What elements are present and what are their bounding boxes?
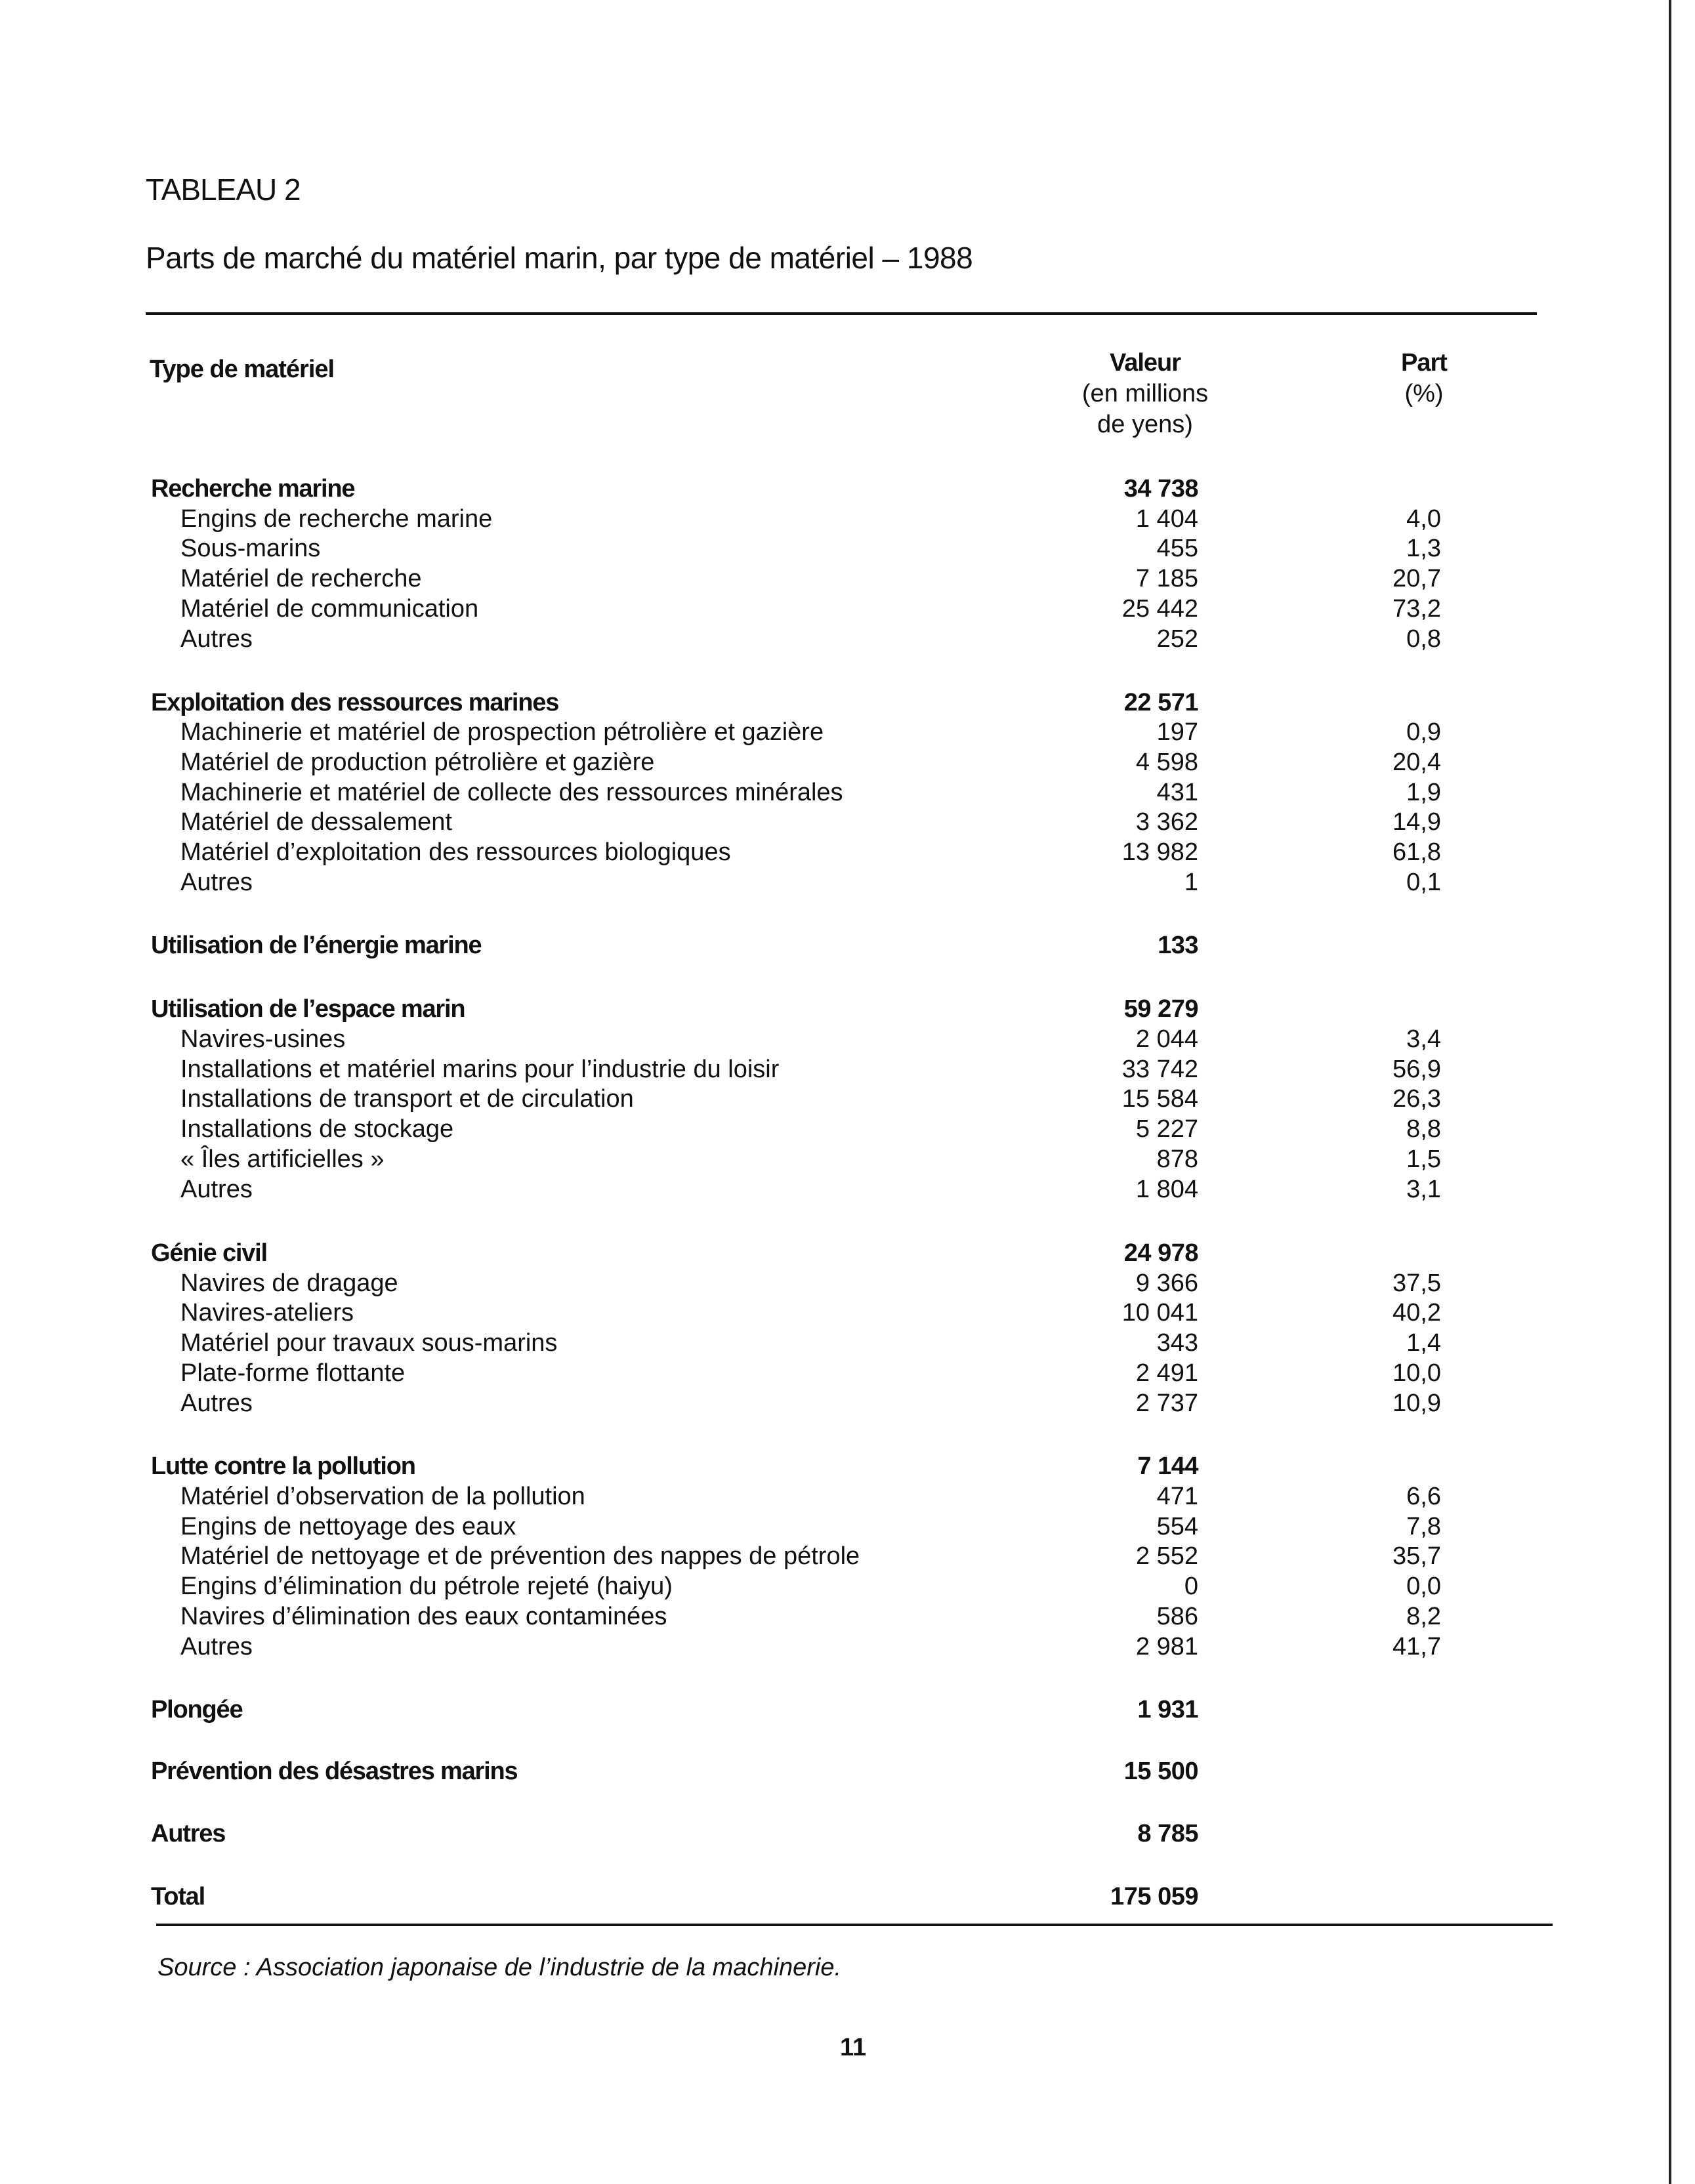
row-label: Matériel pour travaux sous-marins [180,1329,558,1357]
row-label: Matériel de communication [180,595,479,623]
table-category-row [0,994,1695,1025]
row-value: 5 227 [1135,1115,1198,1143]
row-label: Machinerie et matériel de prospection pétrolière et gazière [180,718,824,746]
table-label: TABLEAU 2 [146,173,301,207]
row-label: Exploitation des ressources marines [151,689,559,716]
row-label: Utilisation de l’espace marin [151,995,465,1023]
row-share: 26,3 [1392,1085,1441,1113]
row-share: 8,8 [1406,1115,1441,1143]
row-value: 343 [1156,1329,1198,1357]
table-row [0,1481,1695,1512]
row-label: « Îles artificielles » [180,1145,385,1173]
row-share: 41,7 [1392,1633,1441,1660]
table-row [0,867,1695,898]
row-label: Autres [180,1633,253,1660]
row-label: Sous-marins [180,535,321,562]
row-value: 2 981 [1135,1633,1198,1660]
row-share: 3,4 [1406,1025,1441,1053]
table-row [0,1632,1695,1662]
row-value: 455 [1156,535,1198,562]
row-share: 10,9 [1392,1390,1441,1417]
column-header-share-line: Part [1401,349,1447,377]
table-row [0,504,1695,535]
row-label: Prévention des désastres marins [151,1758,518,1785]
table-row [0,1024,1695,1055]
row-label: Navires d’élimination des eaux contaminées [180,1603,667,1630]
row-value: 2 491 [1135,1359,1198,1387]
row-value: 15 584 [1121,1085,1198,1113]
row-label: Engins de recherche marine [180,505,493,533]
table-row [0,1174,1695,1205]
table-category-row [0,1882,1695,1912]
row-label: Matériel de dessalement [180,808,452,836]
table-row [0,1541,1695,1572]
row-label: Matériel de production pétrolière et gazière [180,749,655,776]
row-label: Utilisation de l’énergie marine [151,932,482,959]
table-title: Parts de marché du matériel marin, par type de matériel – 1988 [146,241,973,275]
column-header-value-line: Valeur [1109,349,1181,377]
table-top-rule [146,312,1537,315]
table-row [0,1601,1695,1632]
row-label: Recherche marine [151,475,355,503]
row-value: 7 185 [1135,565,1198,592]
row-label: Matériel d’observation de la pollution [180,1483,585,1510]
row-share: 35,7 [1392,1542,1441,1570]
row-value: 175 059 [1110,1883,1198,1910]
row-share: 73,2 [1392,595,1441,623]
row-share: 37,5 [1392,1269,1441,1297]
row-label: Installations et matériel marins pour l’industrie du loisir [180,1056,780,1083]
row-value: 25 442 [1121,595,1198,623]
table-category-row [0,474,1695,505]
table-category-row [0,1238,1695,1269]
source-note: Source : Association japonaise de l’industrie de la machinerie. [157,1954,842,1981]
table-category-row [0,1695,1695,1725]
table-row [0,1388,1695,1419]
column-header-value [1050,348,1240,440]
table-row [0,1268,1695,1299]
row-share: 10,0 [1392,1359,1441,1387]
row-share: 8,2 [1406,1603,1441,1630]
row-label: Machinerie et matériel de collecte des ressources minérales [180,779,843,806]
row-value: 22 571 [1123,689,1198,716]
row-value: 471 [1156,1483,1198,1510]
row-value: 3 362 [1135,808,1198,836]
table-category-row [0,1451,1695,1482]
table-category-row [0,1819,1695,1849]
row-label: Installations de stockage [180,1115,454,1143]
row-label: Navires de dragage [180,1269,398,1297]
table-category-row [0,930,1695,961]
column-header-value-line: (en millions [1081,380,1209,407]
row-label: Installations de transport et de circulation [180,1085,634,1113]
row-value: 197 [1156,718,1198,746]
row-share: 14,9 [1392,808,1441,836]
row-label: Engins de nettoyage des eaux [180,1513,516,1540]
row-label: Navires-ateliers [180,1299,354,1327]
table-row [0,1054,1695,1085]
row-value: 2 044 [1135,1025,1198,1053]
row-value: 554 [1156,1513,1198,1540]
row-value: 59 279 [1123,995,1198,1023]
row-value: 2 552 [1135,1542,1198,1570]
table-row [0,1144,1695,1175]
row-value: 586 [1156,1603,1198,1630]
row-value: 8 785 [1137,1820,1198,1847]
row-value: 15 500 [1123,1758,1198,1785]
row-share: 20,7 [1392,565,1441,592]
table-bottom-rule [156,1924,1553,1926]
row-label: Navires-usines [180,1025,346,1053]
row-share: 20,4 [1392,749,1441,776]
row-value: 33 742 [1121,1056,1198,1083]
row-share: 1,3 [1406,535,1441,562]
table-category-row [0,1756,1695,1787]
table-row [0,1571,1695,1602]
table-row [0,624,1695,655]
table-row [0,1512,1695,1542]
row-share: 61,8 [1392,838,1441,866]
column-header-share [1352,348,1496,409]
row-share: 1,4 [1406,1329,1441,1357]
row-value: 1 [1184,869,1198,896]
table-row [0,1114,1695,1145]
row-label: Matériel d’exploitation des ressources biologiques [180,838,731,866]
row-label: Plongée [151,1696,243,1723]
row-value: 34 738 [1123,475,1198,503]
row-share: 0,0 [1406,1573,1441,1600]
table-row [0,594,1695,625]
table-category-row [0,688,1695,718]
column-header-value-line: de yens) [1097,411,1193,438]
row-value: 878 [1156,1145,1198,1173]
row-share: 56,9 [1392,1056,1441,1083]
table-row [0,1298,1695,1329]
table-row [0,1084,1695,1115]
row-share: 6,6 [1406,1483,1441,1510]
row-share: 0,1 [1406,869,1441,896]
row-value: 4 598 [1135,749,1198,776]
row-value: 252 [1156,625,1198,653]
row-label: Autres [180,625,253,653]
row-share: 4,0 [1406,505,1441,533]
column-header-type: Type de matériel [150,356,335,383]
row-label: Plate-forme flottante [180,1359,406,1387]
table-row [0,533,1695,564]
row-value: 431 [1156,779,1198,806]
row-label: Engins d’élimination du pétrole rejeté (haiyu) [180,1573,673,1600]
row-label: Lutte contre la pollution [151,1453,415,1480]
row-value: 7 144 [1137,1453,1198,1480]
row-label: Autres [180,1390,253,1417]
row-share: 1,9 [1406,779,1441,806]
table-row [0,1328,1695,1359]
row-share: 1,5 [1406,1145,1441,1173]
row-share: 40,2 [1392,1299,1441,1327]
row-label: Autres [180,869,253,896]
row-label: Autres [151,1820,226,1847]
row-value: 0 [1184,1573,1198,1600]
table-row [0,1358,1695,1389]
row-value: 9 366 [1135,1269,1198,1297]
row-value: 1 404 [1135,505,1198,533]
row-share: 0,9 [1406,718,1441,746]
table-row [0,564,1695,594]
row-share: 3,1 [1406,1176,1441,1203]
row-label: Total [151,1883,205,1910]
row-label: Matériel de recherche [180,565,422,592]
row-label: Matériel de nettoyage et de prévention des nappes de pétrole [180,1542,860,1570]
column-header-share-line: (%) [1404,380,1444,407]
row-value: 24 978 [1123,1239,1198,1267]
row-value: 1 804 [1135,1176,1198,1203]
row-share: 0,8 [1406,625,1441,653]
row-value: 133 [1158,932,1198,959]
row-value: 10 041 [1121,1299,1198,1327]
table-row [0,717,1695,748]
table-row [0,777,1695,808]
page-number: 11 [840,2034,867,2061]
row-value: 1 931 [1137,1696,1198,1723]
row-value: 2 737 [1135,1390,1198,1417]
table-row [0,807,1695,838]
table-row [0,837,1695,868]
row-share: 7,8 [1406,1513,1441,1540]
row-label: Autres [180,1176,253,1203]
table-row [0,747,1695,778]
row-value: 13 982 [1121,838,1198,866]
row-label: Génie civil [151,1239,267,1267]
